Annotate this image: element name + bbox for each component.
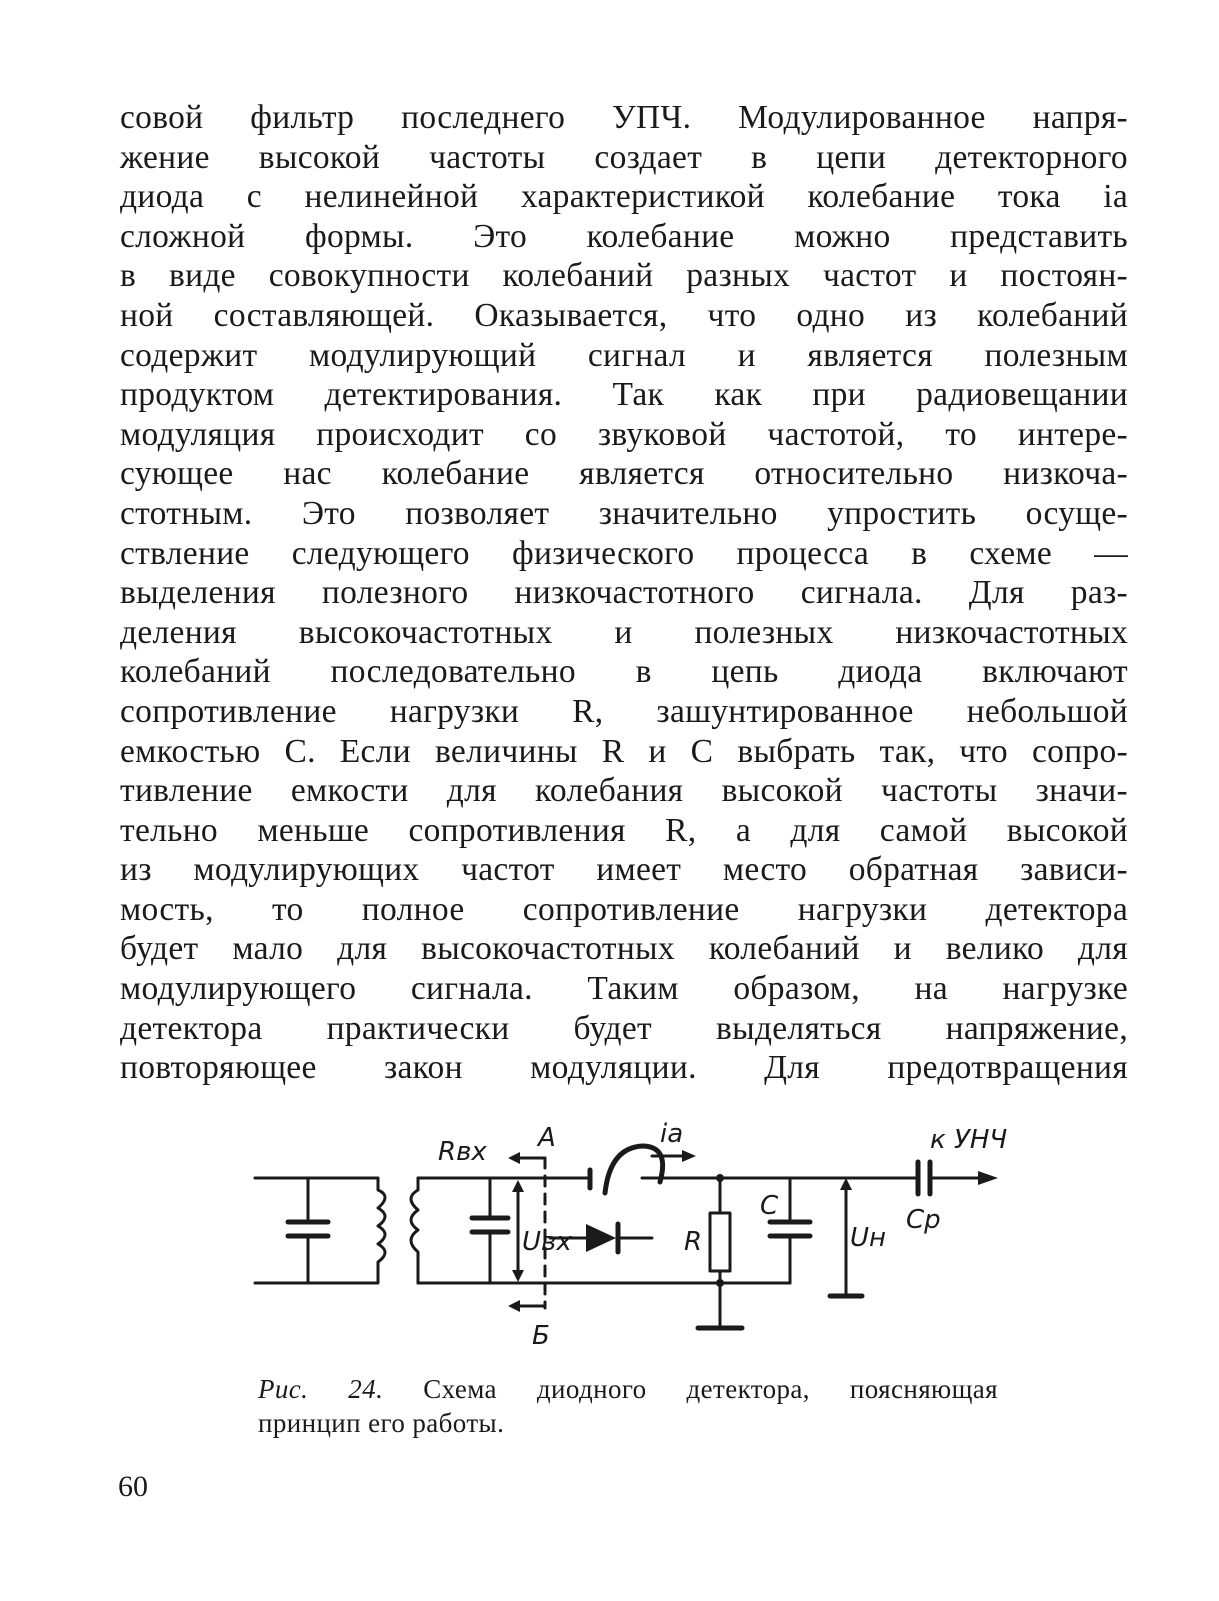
diode-cathode-arc [605,1146,663,1193]
label-c: C [760,1191,779,1221]
label-to-amp: к УНЧ [930,1125,1008,1155]
text-line: сложной формы. Это колебание можно представить [120,217,1128,255]
text-line: емкостью C. Если величины R и C выбрать так, что сопро- [120,732,1128,770]
text-line: деления высокочастотных и полезных низкочастотных [120,613,1128,651]
arrow-head [512,1270,524,1282]
label-point-b: Б [532,1321,550,1351]
label-r-in: Rвх [438,1137,487,1167]
label-c-coupling: Cр [906,1205,941,1235]
caption-line-1 [258,1372,998,1406]
caption-line-2: принцип его работы. [258,1408,505,1438]
text-line: тивление емкости для колебания высокой частоты значи- [120,772,1128,810]
text-line: из модулирующих частот имеет место обратная зависи- [120,851,1128,889]
arrow-head [508,1152,520,1164]
label-u-load: Uн [850,1223,887,1253]
label-r: R [684,1227,703,1257]
text-line: стотным. Это позволяет значительно упростить осуще- [120,494,1128,532]
body-text [120,98,1128,1088]
arrow-head [512,1180,524,1192]
text-line: модулирующего сигнала. Таким образом, на нагрузке [120,970,1128,1008]
page-number: 60 [118,1470,148,1503]
resistor [710,1213,730,1271]
label-u-in: Uвх [522,1227,572,1257]
text-line: выделения полезного низкочастотного сигнала. Для раз- [120,574,1128,612]
diode-triangle [586,1224,616,1252]
schematic-svg [250,1118,1030,1358]
secondary-coil [411,1178,432,1283]
text-line: сопротивление нагрузки R, зашунтированное небольшой [120,692,1128,730]
arrow-head [682,1150,696,1162]
text-line: жение высокой частоты создает в цепи детекторного [120,138,1128,176]
text-line: тельно меньше сопротивления R, а для самой высокой [120,811,1128,849]
text-line: ствление следующего физического процесса в схеме — [120,534,1128,572]
text-line: продуктом детектирования. Так как при радиовещании [120,376,1128,414]
text-line: в виде совокупности колебаний разных частот и постоян- [120,257,1128,295]
text-line: детектора практически будет выделяться напряжение, [120,1009,1128,1047]
text-line: модуляция происходит со звуковой частотой, то интере- [120,415,1128,453]
text-line: повторяющее закон модуляции. Для предотвращения [120,1049,1128,1087]
text-line: содержит модулирующий сигнал и является полезным [120,336,1128,374]
figure-caption [258,1372,998,1440]
text-line: ной составляющей. Оказывается, что одно из колебаний [120,296,1128,334]
text-line: сующее нас колебание является относительно низкоча- [120,455,1128,493]
caption-text-1: Схема диодного детектора, поясняющая [423,1374,998,1404]
text-line: мость, то полное сопротивление нагрузки детектора [120,890,1128,928]
arrow-head [840,1178,852,1190]
label-current: iа [660,1119,684,1149]
caption-label: Рис. 24. [258,1374,384,1404]
text-line: будет мало для высокочастотных колебаний и велико для [120,930,1128,968]
arrow-head [508,1300,520,1312]
text-line: диода с нелинейной характеристикой колебание тока iа [120,178,1128,216]
primary-coil [360,1178,385,1283]
diode-detector-schematic [250,1118,1030,1358]
arrow-head [978,1171,998,1185]
label-point-a: А [538,1123,556,1153]
text-line: совой фильтр последнего УПЧ. Модулированное напря- [120,99,1128,136]
text-line: колебаний последовательно в цепь диода включают [120,653,1128,691]
